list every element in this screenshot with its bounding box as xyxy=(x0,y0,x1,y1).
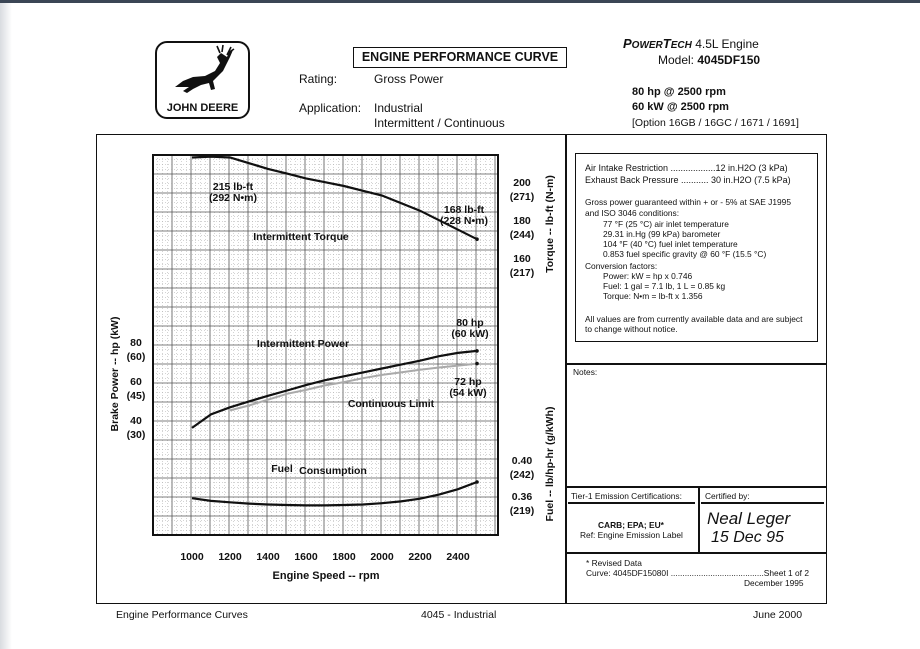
emission-divider-bottom xyxy=(565,552,827,554)
power-series-label: Intermittent Power xyxy=(256,338,350,350)
rated-power-kw: 60 kW @ 2500 rpm xyxy=(632,101,729,113)
notes-label: Notes: xyxy=(573,367,598,377)
x-tick-label: 1600 xyxy=(294,551,318,563)
continuous-power-label: (54 kW) xyxy=(449,387,487,399)
emission-divider-top xyxy=(565,486,827,488)
application-value-2: Intermittent / Continuous xyxy=(374,116,505,130)
page-shadow xyxy=(0,0,12,649)
application-value-1: Industrial xyxy=(374,101,423,115)
engine-title: POWERTECH 4.5L Engine xyxy=(623,36,759,51)
torque-tick-label: 200 xyxy=(513,177,531,189)
x-tick-label: 1200 xyxy=(218,551,242,563)
series-line xyxy=(192,482,477,505)
option-codes: [Option 16GB / 16GC / 1671 / 1691] xyxy=(632,117,799,129)
condition-2: 29.31 in.Hg (99 kPa) barometer xyxy=(603,229,721,239)
continuous-series-label: Continuous Limit xyxy=(347,398,435,410)
footer-center: 4045 - Industrial xyxy=(421,609,497,621)
continuous-power-label: 72 hp xyxy=(454,376,482,388)
series-end-point xyxy=(475,480,479,484)
fuel-axis-label: Fuel -- lb/hp-hr (g/kWh) xyxy=(544,406,556,522)
brand-name: JOHN DEERE xyxy=(166,102,239,114)
conversion-power: Power: kW = hp x 0.746 xyxy=(603,271,693,281)
power-tick-label: 60 xyxy=(130,376,142,388)
condition-4: 0.853 fuel specific gravity @ 60 °F (15.5 °C) xyxy=(603,249,767,259)
conversion-title: Conversion factors: xyxy=(585,261,658,271)
fuel-tick-label: 0.40 xyxy=(511,455,533,467)
curve-sheet: Curve: 4045DF15080I ........................................Sheet 1 of 2 xyxy=(586,568,809,578)
certifications: CARB; EPA; EU* xyxy=(598,520,664,530)
emission-reference: Ref: Engine Emission Label xyxy=(580,530,683,540)
peak-torque-label: 215 lb-ft xyxy=(212,181,254,193)
disclaimer-line-2: to change without notice. xyxy=(585,324,678,334)
signature xyxy=(705,508,820,546)
series-end-point xyxy=(475,349,479,353)
guarantee-line-1: Gross power guaranteed within + or - 5% at SAE J1995 xyxy=(585,197,791,207)
conversion-torque: Torque: N•m = lb-ft x 1.356 xyxy=(603,291,703,301)
disclaimer-line-1: All values are from currently available data and are subject xyxy=(585,314,803,324)
condition-1: 77 °F (25 °C) air inlet temperature xyxy=(603,219,729,229)
power-tick-label: 80 xyxy=(130,337,142,349)
fuel-tick-label: 0.36 xyxy=(511,491,533,503)
rating-label: Rating: xyxy=(299,72,338,86)
tier-underline xyxy=(568,502,695,504)
application-label: Application: xyxy=(299,101,362,115)
power-tick-label: (45) xyxy=(126,390,146,402)
torque-tick-label: 160 xyxy=(513,253,531,265)
fuel-tick-label: (242) xyxy=(509,469,535,481)
torque-tick-label: (244) xyxy=(509,229,535,241)
footer-left: Engine Performance Curves xyxy=(116,609,248,621)
rating-value: Gross Power xyxy=(374,72,444,86)
svg-text:Neal Leger: Neal Leger xyxy=(707,509,791,528)
x-tick-label: 2400 xyxy=(446,551,470,563)
x-tick-label: 2200 xyxy=(408,551,432,563)
document-title: ENGINE PERFORMANCE CURVE xyxy=(353,47,567,68)
rated-power-hp: 80 hp @ 2500 rpm xyxy=(632,86,726,98)
conversion-fuel: Fuel: 1 gal = 7.1 lb, 1 L = 0.85 kg xyxy=(603,281,726,291)
torque-tick-label: (271) xyxy=(509,191,535,203)
vertical-divider xyxy=(565,134,567,604)
john-deere-logo xyxy=(155,41,250,119)
guarantee-line-2: and ISO 3046 conditions: xyxy=(585,208,680,218)
air-intake-restriction: Air Intake Restriction ..................12 in.H2O (3 kPa) xyxy=(585,163,788,173)
rated-power-label: 80 hp xyxy=(456,317,484,329)
top-border xyxy=(0,0,920,3)
revised-date: December 1995 xyxy=(744,578,804,588)
revised-data: * Revised Data xyxy=(586,558,642,568)
x-axis-label: Engine Speed -- rpm xyxy=(272,570,380,582)
fuel-series-label: Consumption xyxy=(299,465,367,477)
torque-tick-label: 180 xyxy=(513,215,531,227)
model-line: Model: 4045DF150 xyxy=(658,53,761,67)
notes-divider xyxy=(565,363,827,365)
x-tick-label: 1000 xyxy=(180,551,204,563)
torque-tick-label: (217) xyxy=(509,267,535,279)
condition-3: 104 °F (40 °C) fuel inlet temperature xyxy=(603,239,738,249)
fuel-tick-label: (219) xyxy=(509,505,535,517)
power-tick-label: (60) xyxy=(126,351,146,363)
torque-series-label: Intermittent Torque xyxy=(253,231,349,243)
footer-right: June 2000 xyxy=(753,609,803,621)
tier-label: Tier-1 Emission Certifications: xyxy=(571,491,682,501)
peak-torque-label: (292 N•m) xyxy=(208,192,258,204)
x-tick-label: 1800 xyxy=(332,551,356,563)
rated-power-label: (60 kW) xyxy=(451,328,489,340)
certified-label: Certified by: xyxy=(705,491,750,501)
power-tick-label: 40 xyxy=(130,415,142,427)
x-tick-label: 2000 xyxy=(370,551,394,563)
svg-text:15 Dec 95: 15 Dec 95 xyxy=(711,529,784,546)
torque-axis-label: Torque -- lb-ft (N-m) xyxy=(544,175,556,273)
x-tick-label: 1400 xyxy=(256,551,280,563)
certified-underline xyxy=(701,502,824,504)
rated-torque-label: (228 N•m) xyxy=(439,215,489,227)
exhaust-back-pressure: Exhaust Back Pressure ........... 30 in.H2O (7.5 kPa) xyxy=(585,175,791,185)
power-tick-label: (30) xyxy=(126,429,146,441)
deer-icon xyxy=(157,43,248,101)
series-end-point xyxy=(475,362,479,366)
fuel-series-label: Fuel xyxy=(271,463,293,475)
emission-col-divider xyxy=(698,486,700,552)
series-end-point xyxy=(475,237,479,241)
engine-performance-chart xyxy=(96,134,565,604)
rated-torque-label: 168 lb-ft xyxy=(443,204,485,216)
power-axis-label: Brake Power -- hp (kW) xyxy=(109,316,121,432)
